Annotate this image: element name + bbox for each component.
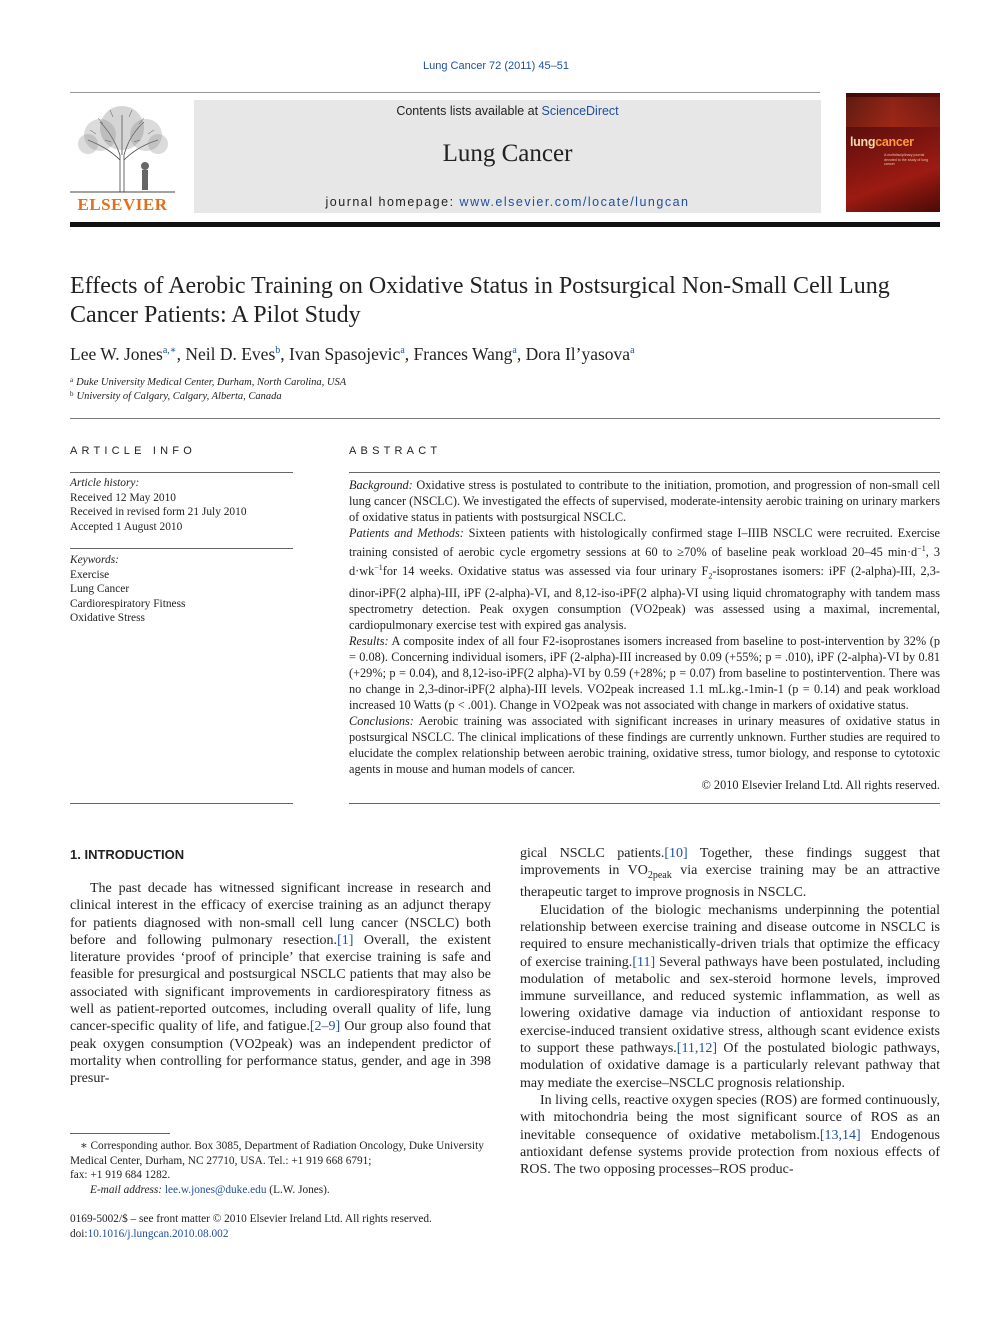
elsevier-tree-icon <box>70 100 175 195</box>
footnote-rule <box>70 1133 170 1134</box>
author-affiliation-marker[interactable]: a <box>400 345 405 356</box>
body-text: The past decade has witnessed significant increase in research and clinical interest in the efficacy of exercise training as an adjunct therapy for patients diagnosed with non-small cell lung cancer (NSCLC) both before and following pulmonary resection. <box>70 881 491 948</box>
author-name[interactable]: Lee W. Jones <box>70 344 163 364</box>
abstract-text: , 3 d·wk <box>349 545 940 579</box>
body-paragraph <box>520 1092 940 1178</box>
body-paragraph <box>520 845 940 902</box>
abstract-text: for 14 weeks. Oxidative status was assessed via four urinary F <box>382 564 709 579</box>
affiliation-text: University of Calgary, Calgary, Alberta, Canada <box>76 391 282 402</box>
subscript: 2peak <box>647 870 672 882</box>
author-name[interactable]: Dora Il’yasova <box>525 344 631 364</box>
body-text: via exercise training may be an attractive therapeutic target to improve prognosis in NSCLC. <box>520 863 940 901</box>
journal-citation[interactable]: Lung Cancer 72 (2011) 45–51 <box>423 60 569 72</box>
abstract-conclusions <box>349 713 940 777</box>
citation-link[interactable]: [11,12] <box>676 1041 718 1057</box>
author-affiliation-marker[interactable]: a,∗ <box>162 345 177 356</box>
body-text: Our group also found that peak oxygen consumption (VO2peak) was an independent predictor of mortality when controlling for performance status, gender, and age in 398 presur- <box>70 1019 491 1087</box>
superscript: −1 <box>374 563 383 573</box>
body-text: Overall, the existent literature provides ‘proof of principle’ that exercise training is safe and feasible for presurgical and postsurgical NSCLC patients that may also be associated with significant improvements in cardiorespiratory fitness as well as patient-reported outcomes, including overall quality of life, lung cancer-specific quality of life, and fatigue. <box>70 932 491 1035</box>
elsevier-logo <box>70 100 175 215</box>
abstract-label: Background: <box>349 478 413 492</box>
cover-pattern <box>846 97 940 127</box>
keyword: Cardiorespiratory Fitness <box>70 597 186 610</box>
footnote-text: Corresponding author. Box 3085, Department of Radiation Oncology, Duke University Medical Center, Durham, NC 27710, USA. Tel.: +1 919 668 6791; <box>70 1140 484 1167</box>
cover-subtitle: A multidisciplinary journal devoted to the study of lung cancer <box>884 153 929 166</box>
divider <box>349 803 940 804</box>
doi-link[interactable]: 10.1016/j.lungcan.2010.08.002 <box>87 1228 229 1240</box>
superscript: −1 <box>917 544 926 553</box>
abstract-label: Conclusions: <box>349 713 414 728</box>
author-separator: , <box>176 344 186 364</box>
contents-prefix: Contents lists available at <box>396 104 542 118</box>
body-text: Of the postulated biologic pathways, modulation of oxidative damage is a particularly relevant pathway that may mediate the exercise–NSCLC prognosis relationship. <box>520 1041 941 1091</box>
body-column-right <box>520 845 940 1178</box>
keyword: Lung Cancer <box>70 583 130 595</box>
affiliation <box>70 390 940 402</box>
author-separator: , <box>404 344 414 364</box>
front-matter <box>70 1212 491 1242</box>
keywords-label: Keywords: <box>70 554 119 566</box>
divider <box>70 472 293 473</box>
divider <box>70 548 293 549</box>
email-label: E-mail address: <box>90 1183 163 1196</box>
citation-link[interactable]: [1] <box>337 932 354 948</box>
email-suffix: (L.W. Jones). <box>266 1183 330 1196</box>
citation-link[interactable]: [13,14] <box>819 1127 861 1143</box>
keyword: Oxidative Stress <box>70 612 145 624</box>
body-column-left <box>70 880 491 1088</box>
header-divider <box>70 222 940 227</box>
homepage-prefix: journal homepage: <box>325 195 460 209</box>
abstract-label: Results: <box>349 633 389 648</box>
email-link[interactable]: lee.w.jones@duke.edu <box>164 1183 267 1196</box>
abstract-text: A composite index of all four F2-isoprostanes isomers increased from baseline to post-intervention by 32% (p = 0.08). Concerning individual isomers, iPF (2-alpha)-III increased by 0.09 (+55%; p = .010), iPF (2-alpha)-VI by 0.81 (+29%; p = 0.04), and 8,12-iso-iPF(2 alpha)-VI by 0.59 (+28%; p = 0.07) from baseline to postintervention. There was no change in 2,3-dinor-iPF(2 alpha)-III levels. VO2peak increased 1.1 mL.kg.-1min-1 (p = 0.14) and peak workload increased 10 Watts (p < .001). Change in VO2peak was not associated with change in markers of oxidative status. <box>349 633 940 712</box>
author-name[interactable]: Ivan Spasojevic <box>289 344 401 364</box>
author-affiliation-marker[interactable]: b <box>275 345 281 356</box>
homepage-link[interactable]: www.elsevier.com/locate/lungcan <box>459 195 690 209</box>
abstract-text: Sixteen patients with histologically confirmed stage I–IIIB NSCLC were recruited. Exercise training consisted of aerobic cycle ergometry sessions at 60 to ≥70% of baseline peak workload 20–45 min·d <box>349 526 940 560</box>
history-entry: Received in revised form 21 July 2010 <box>70 506 247 518</box>
abstract-body <box>349 477 940 793</box>
affiliation-marker: b <box>70 390 74 398</box>
section-heading: 1. INTRODUCTION <box>70 847 185 862</box>
footnote-marker: ∗ <box>80 1140 88 1152</box>
body-text: Elucidation of the biologic mechanisms underpinning the potential relationship between exercise training and disease outcome in NSCLC is required to ensure mechanistically-driven trials that optimize the efficacy of exercise training. <box>520 902 940 970</box>
doi-label: doi: <box>70 1228 88 1240</box>
issn-line: 0169-5002/$ – see front matter © 2010 Elsevier Ireland Ltd. All rights reserved. <box>70 1213 432 1225</box>
author-separator: , <box>280 344 290 364</box>
journal-masthead <box>194 100 821 213</box>
citation-link[interactable]: [11] <box>632 954 656 970</box>
body-paragraph <box>520 902 940 1092</box>
history-entry: Received 12 May 2010 <box>70 491 176 504</box>
affiliation <box>70 376 940 388</box>
author-list <box>70 344 940 365</box>
cover-title-part1: lung <box>850 135 876 149</box>
abstract-results <box>349 633 940 713</box>
cover-title-part2: cancer <box>875 135 914 149</box>
article-title: Effects of Aerobic Training on Oxidative Status in Postsurgical Non-Small Cell Lung Cancer Patients: A Pilot Study <box>70 273 890 328</box>
footnote-fax: fax: +1 919 684 1282. <box>70 1169 171 1181</box>
cover-title <box>850 135 914 149</box>
affiliation-text: Duke University Medical Center, Durham, North Carolina, USA <box>76 377 347 388</box>
contents-line <box>194 104 821 118</box>
body-text: Together, these findings suggest that improvements in VO <box>520 846 940 879</box>
author-affiliation-marker[interactable]: a <box>630 345 635 356</box>
journal-cover[interactable] <box>846 93 940 212</box>
abstract-copyright: © 2010 Elsevier Ireland Ltd. All rights reserved. <box>701 777 940 792</box>
divider <box>70 418 940 419</box>
homepage-line <box>194 195 821 209</box>
author-separator: , <box>516 344 526 364</box>
body-text: Endogenous antioxidant defense systems provide protection from noxious effects of ROS. The two opposing processes–ROS produc- <box>520 1127 940 1178</box>
divider <box>349 472 940 473</box>
keywords <box>70 553 293 626</box>
author-name[interactable]: Neil D. Eves <box>185 344 276 364</box>
abstract-label: Patients and Methods: <box>349 526 464 540</box>
abstract-heading: ABSTRACT <box>349 445 442 457</box>
history-entry: Accepted 1 August 2010 <box>70 520 183 533</box>
author-name[interactable]: Frances Wang <box>413 344 513 364</box>
body-text: In living cells, reactive oxygen species (ROS) are formed continuously, with mitochondria being the most significant source of ROS as an inevitable consequence of oxidative metabolism. <box>520 1092 940 1143</box>
header-rule <box>70 92 820 93</box>
body-paragraph <box>70 880 491 1088</box>
journal-name: Lung Cancer <box>442 140 573 167</box>
abstract-methods <box>349 525 940 633</box>
abstract-text: -isoprostanes isomers: iPF (2-alpha)-III, 2,3-dinor-iPF(2 alpha)-III, iPF (2-alpha)-VI, and 8,12-iso-iPF(2 alpha)-VI using liquid chromatography with tandem mass spectrometry detection. Peak oxygen consumption (VO2peak) was assessed using a maximal, incremental, cardiopulmonary exercise test with expired gas analysis. <box>349 564 940 632</box>
article-history <box>70 476 293 534</box>
citation-link[interactable]: [2–9] <box>309 1019 341 1035</box>
corresponding-author-footnote <box>70 1139 491 1197</box>
divider <box>70 803 293 804</box>
abstract-text: Aerobic training was associated with significant increases in urinary measures of oxidative status in postsurgical NSCLC. The clinical implications of these findings are currently unknown. Further studies are required to elucidate the complex relationship between aerobic training, oxidative stress, tumor biology, and response to cytotoxic agents in mouse and human models of cancer. <box>349 713 940 776</box>
body-text: Several pathways have been postulated, including modulation of metabolic and sex-steroid hormone levels, improved immune surveillance, and reduced systemic inflammation, as well as lowering oxidative damage via induction of antioxidant response to exercise-induced transient oxidative stress, although scant evidence exists to support these pathways. <box>520 954 941 1057</box>
article-info-heading: ARTICLE INFO <box>70 445 196 457</box>
elsevier-wordmark: ELSEVIER <box>77 195 168 214</box>
keyword: Exercise <box>70 568 110 581</box>
subscript: 2 <box>708 571 713 581</box>
affiliation-marker: a <box>70 376 74 384</box>
abstract-background <box>349 477 940 525</box>
body-text: gical NSCLC patients. <box>520 846 665 861</box>
citation-link[interactable]: [10] <box>664 846 688 861</box>
abstract-text: Oxidative stress is postulated to contribute to the initiation, promotion, and progression of non-small cell lung cancer (NSCLC). We investigated the effects of supervised, moderate-intensity aerobic training on urinary markers of oxidative status in patients with postsurgical NSCLC. <box>349 478 940 524</box>
sciencedirect-link[interactable]: ScienceDirect <box>541 104 619 118</box>
history-label: Article history: <box>70 477 140 489</box>
author-affiliation-marker[interactable]: a <box>512 345 517 356</box>
